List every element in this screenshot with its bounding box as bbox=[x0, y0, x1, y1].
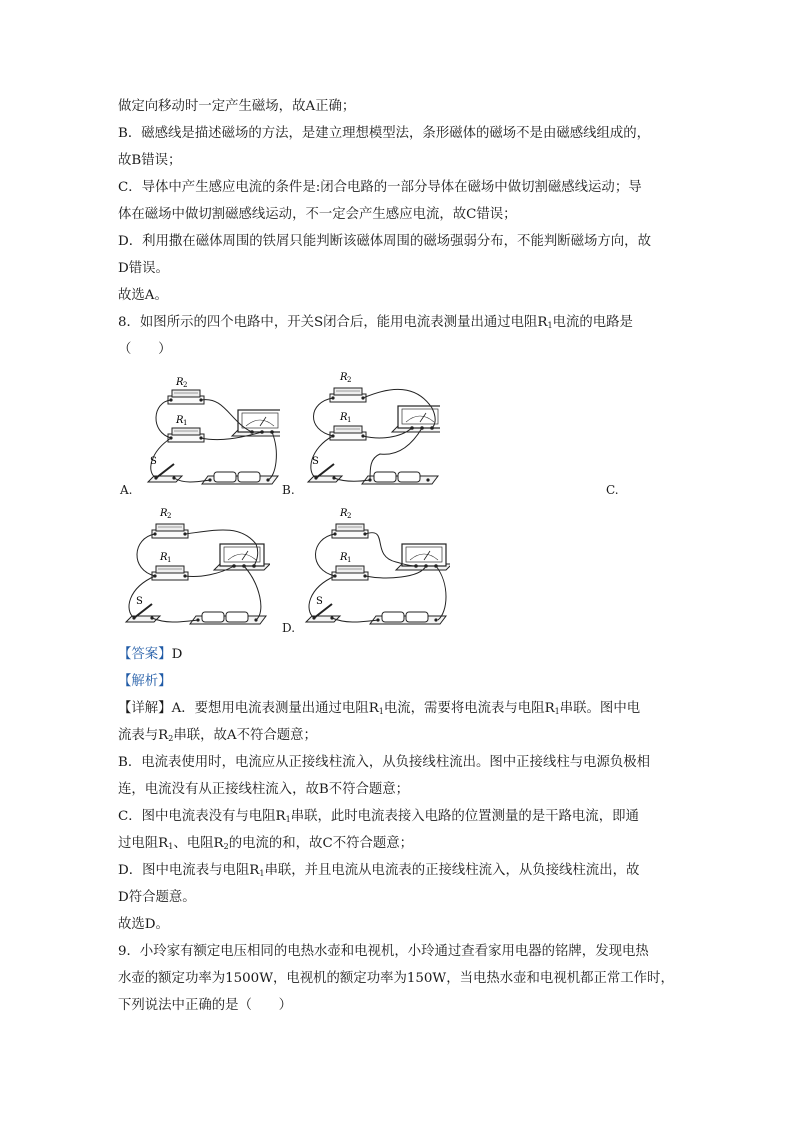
r1-label: R bbox=[160, 552, 168, 563]
q7-text-line: B．磁感线是描述磁场的方法，是建立理想模型法，条形磁体的磁场不是由磁感线组成的， bbox=[118, 126, 651, 141]
q9-text-line: 水壶的额定功率为1500W，电视机的额定功率为150W，当电热水壶和电视机都正常工作时， bbox=[118, 971, 674, 986]
r1-subscript: 1 bbox=[347, 416, 352, 424]
option-a-label: A. bbox=[120, 483, 133, 497]
detail-line: 故选D。 bbox=[118, 917, 169, 932]
r1-label: R bbox=[340, 552, 348, 563]
option-b-label: B. bbox=[282, 483, 295, 497]
q7-text-line: 故选A。 bbox=[118, 288, 168, 303]
detail-line: B．电流表使用时，电流应从正接线柱流入，从负接线柱流出。图中正接线柱与电源负极相 bbox=[118, 755, 651, 770]
r1-subscript: 1 bbox=[183, 419, 188, 427]
r1-subscript: 1 bbox=[347, 556, 352, 564]
option-d-label: D. bbox=[282, 621, 296, 635]
detail-line: 【详解】A．要想用电流表测量出通过电阻$R_1$电流，需要将电流表与电阻$R_1$串联。图中电 bbox=[118, 701, 641, 716]
switch-label: S bbox=[150, 456, 157, 467]
detail-tag: 【详解】 bbox=[118, 701, 172, 716]
r2-subscript: 2 bbox=[347, 512, 352, 520]
switch-label: S bbox=[312, 456, 319, 467]
q9-text-line: 下列说法中正确的是（ ） bbox=[118, 998, 293, 1013]
q7-text-line: D．利用撒在磁体周围的铁屑只能判断该磁体周围的磁场强弱分布，不能判断磁场方向，故 bbox=[118, 234, 651, 249]
q7-text-line: C．导体中产生感应电流的条件是:闭合电路的一部分导体在磁场中做切割磁感线运动；导 bbox=[118, 180, 642, 195]
r2-label: R bbox=[160, 508, 168, 519]
circuit-diagram-d bbox=[300, 504, 450, 630]
answer-tag: 【答案】 bbox=[118, 647, 172, 662]
answer-value: D bbox=[171, 647, 183, 662]
q8-stem: 8．如图所示的四个电路中，开关S闭合后，能用电流表测量出通过电阻$R_1$电流的电路是 bbox=[118, 315, 633, 330]
circuit-diagram-c bbox=[120, 504, 270, 630]
r1-label: R bbox=[176, 415, 184, 426]
detail-line: 过电阻$R_1$、电阻$R_2$的电流的和，故C不符合题意； bbox=[118, 836, 414, 851]
option-c-label: C. bbox=[606, 483, 619, 497]
detail-line: 连，电流没有从正接线柱流入，故B不符合题意； bbox=[118, 782, 410, 797]
r2-label: R bbox=[340, 508, 348, 519]
analysis-tag: 【解析】 bbox=[118, 674, 172, 689]
r2-subscript: 2 bbox=[347, 376, 352, 384]
r1-subscript: 1 bbox=[167, 556, 172, 564]
r2-subscript: 2 bbox=[167, 512, 172, 520]
q7-text-line: 故B错误； bbox=[118, 153, 182, 168]
circuit-diagram-b bbox=[300, 368, 440, 490]
r1-label: R bbox=[340, 412, 348, 423]
r2-label: R bbox=[340, 372, 348, 383]
switch-label: S bbox=[316, 596, 323, 607]
circuit-diagram-a bbox=[140, 372, 280, 490]
q8-stem-paren: （ ） bbox=[118, 342, 172, 357]
switch-label: S bbox=[136, 596, 143, 607]
q7-text-line: D错误。 bbox=[118, 261, 169, 276]
detail-line: C．图中电流表没有与电阻$R_1$串联，此时电流表接入电路的位置测量的是干路电流，即通 bbox=[118, 809, 639, 824]
q7-text-line: 做定向移动时一定产生磁场，故A正确； bbox=[118, 99, 356, 114]
answer-line bbox=[118, 646, 678, 664]
q9-text-line: 9．小玲家有额定电压相同的电热水壶和电视机，小玲通过查看家用电器的铭牌，发现电热 bbox=[118, 944, 649, 959]
detail-line: D符合题意。 bbox=[118, 890, 196, 905]
detail-line: 流表与$R_2$串联，故A不符合题意； bbox=[118, 728, 317, 743]
r2-subscript: 2 bbox=[183, 381, 188, 389]
detail-line: D．图中电流表与电阻$R_1$串联，并且电流从电流表的正接线柱流入，从负接线柱流出，故 bbox=[118, 863, 640, 878]
q7-text-line: 体在磁场中做切割磁感线运动，不一定会产生感应电流，故C错误； bbox=[118, 207, 517, 222]
r2-label: R bbox=[176, 377, 184, 388]
